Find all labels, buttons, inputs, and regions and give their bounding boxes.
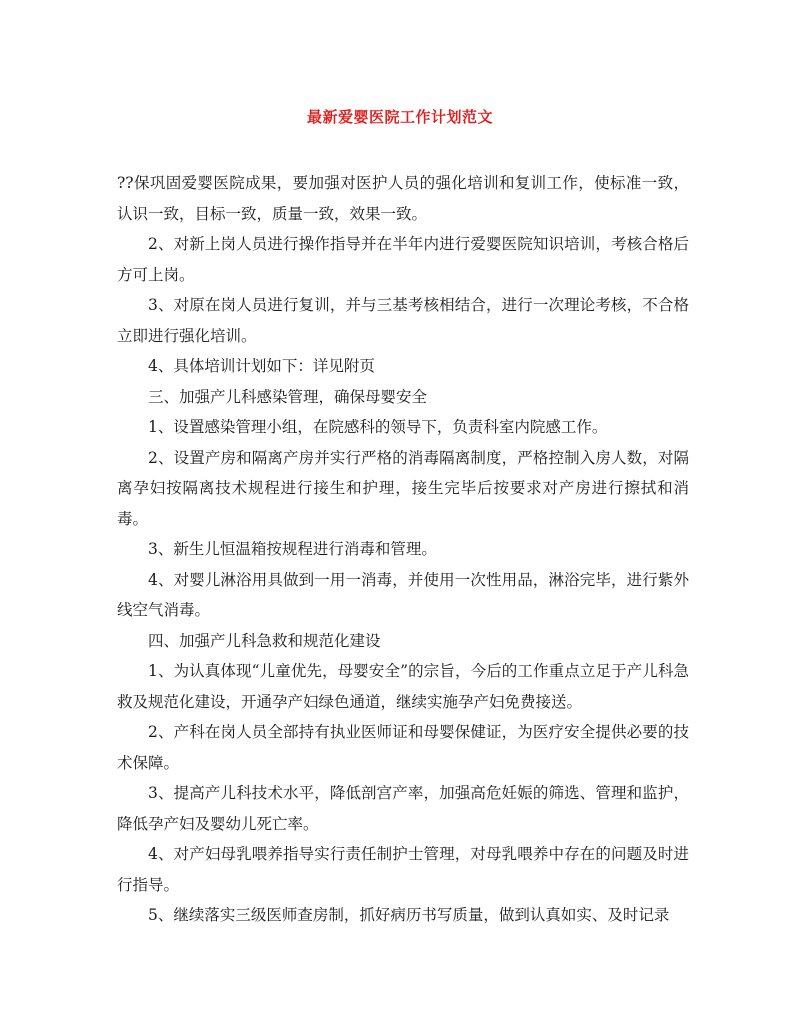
paragraph-2: 2、对新上岗人员进行操作指导并在半年内进行爱婴医院知识培训，考核合格后方可上岗。 (117, 235, 689, 284)
paragraph-11: 3、提高产儿科技术水平，降低剖宫产率，加强高危妊娠的筛选、管理和监护，降低孕产妇及婴幼儿死亡率。 (117, 784, 689, 833)
paragraph-6: 2、设置产房和隔离产房并实行严格的消毒隔离制度，严格控制入房人数，对隔离孕妇按隔离技术规程进行接生和护理，接生完毕后按要求对产房进行擦拭和消毒。 (117, 448, 689, 528)
paragraph-12: 4、对产妇母乳喂养指导实行责任制护士管理，对母乳喂养中存在的问题及时进行指导。 (117, 845, 689, 894)
section-heading-4: 四、加强产儿科急救和规范化建设 (148, 631, 381, 650)
paragraph-5: 1、设置感染管理小组，在院感科的领导下，负责科室内院感工作。 (148, 418, 608, 436)
paragraph-4: 4、具体培训计划如下：详见附页 (148, 357, 375, 375)
document-body (117, 168, 689, 931)
paragraph-1: ??保巩固爱婴医院成果，要加强对医护人员的强化培训和复训工作，使标准一致，认识一致，目标一致，质量一致，效果一致。 (117, 174, 689, 223)
paragraph-13: 5、继续落实三级医师查房制，抓好病历书写质量，做到认真如实、及时记录 (148, 906, 670, 924)
paragraph-10: 2、产科在岗人员全部持有执业医师证和母婴保健证，为医疗安全提供必要的技术保障。 (117, 723, 689, 772)
section-heading-3: 三、加强产儿科感染管理，确保母婴安全 (148, 387, 428, 406)
paragraph-3: 3、对原在岗人员进行复训，并与三基考核相结合，进行一次理论考核，不合格立即进行强化培训。 (117, 296, 689, 345)
paragraph-8: 4、对婴儿淋浴用具做到一用一消毒，并使用一次性用品，淋浴完毕，进行紫外线空气消毒。 (117, 570, 689, 619)
paragraph-9: 1、为认真体现“儿童优先，母婴安全”的宗旨，今后的工作重点立足于产儿科急救及规范化建设，开通孕产妇绿色通道，继续实施孕产妇免费接送。 (117, 662, 689, 711)
paragraph-7: 3、新生儿恒温箱按规程进行消毒和管理。 (148, 540, 437, 558)
document-title: 最新爱婴医院工作计划范文 (306, 108, 493, 126)
